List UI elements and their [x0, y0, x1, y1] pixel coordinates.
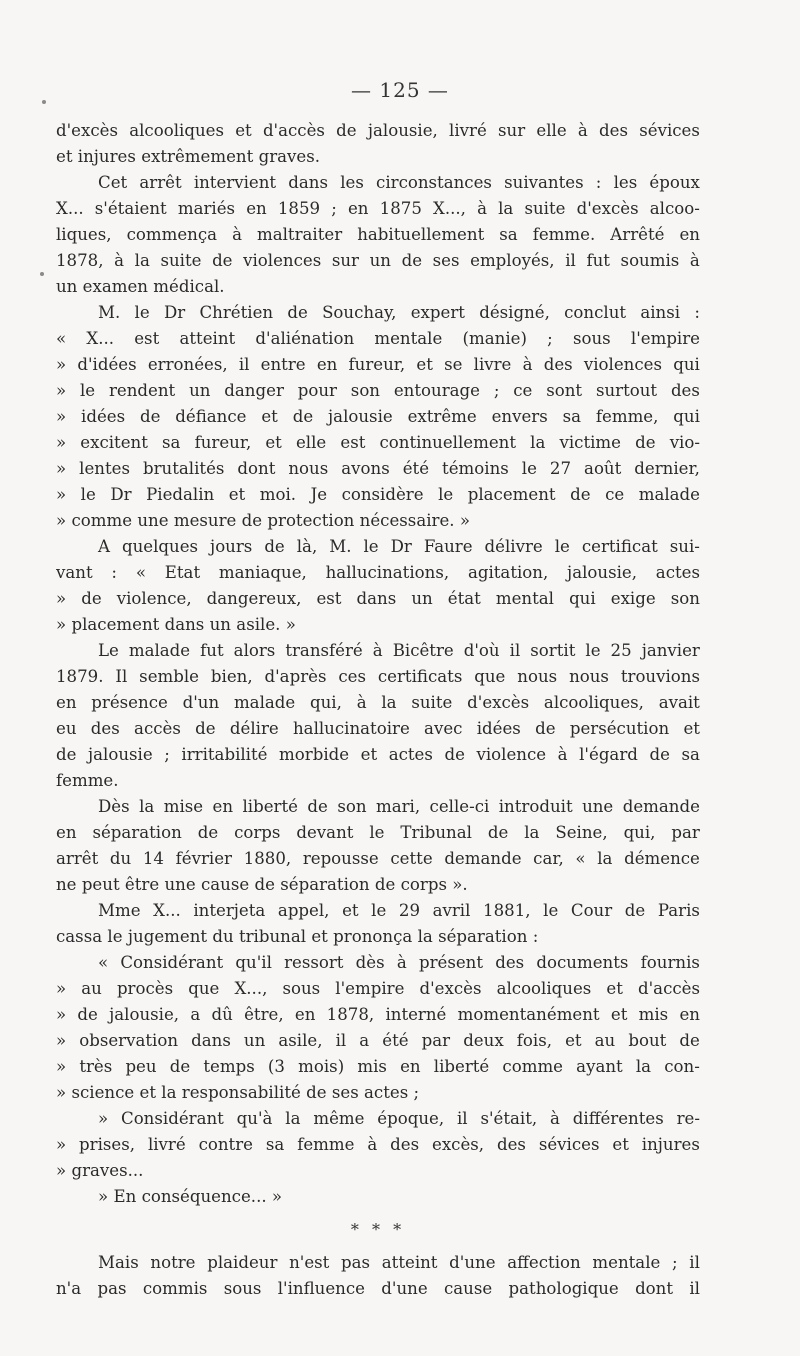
body-text-part-1: [56, 118, 700, 1210]
text-line: » graves...: [56, 1161, 144, 1180]
text-line: M. le Dr Chrétien de Souchay, expert désigné, conclut ainsi :: [98, 303, 700, 322]
text-line: arrêt du 14 février 1880, repousse cette demande car, « la démence: [56, 849, 700, 868]
text-line: liques, commença à maltraiter habituellement sa femme. Arrêté en: [56, 225, 700, 244]
page-body: [56, 118, 700, 1302]
text-line: « Considérant qu'il ressort dès à présent des documents fournis: [98, 953, 700, 972]
text-line: 1878, à la suite de violences sur un de ses employés, il fut soumis à: [56, 251, 700, 270]
text-line: « X... est atteint d'aliénation mentale (manie) ; sous l'empire: [56, 329, 700, 348]
text-line: et injures extrêmement graves.: [56, 147, 321, 166]
text-line: » comme une mesure de protection nécessaire. »: [56, 511, 471, 530]
text-line: » très peu de temps (3 mois) mis en liberté comme ayant la con-: [56, 1057, 700, 1076]
text-line: Mme X... interjeta appel, et le 29 avril 1881, le Cour de Paris: [98, 901, 700, 920]
text-line: » lentes brutalités dont nous avons été témoins le 27 août dernier,: [56, 459, 700, 478]
text-line: X... s'étaient mariés en 1859 ; en 1875 X..., à la suite d'excès alcoo-: [56, 199, 700, 218]
text-line: » de jalousie, a dû être, en 1878, interné momentanément et mis en: [56, 1005, 700, 1024]
text-line: » le rendent un danger pour son entourage ; ce sont surtout des: [56, 381, 700, 400]
margin-dot: [40, 272, 44, 276]
page-number: — 125 —: [351, 78, 449, 102]
text-line: n'a pas commis sous l'influence d'une cause pathologique dont il: [56, 1279, 700, 1298]
text-line: » le Dr Piedalin et moi. Je considère le placement de ce malade: [56, 485, 700, 504]
text-line: » de violence, dangereux, est dans un état mental qui exige son: [56, 589, 700, 608]
text-line: » au procès que X..., sous l'empire d'excès alcooliques et d'accès: [56, 979, 700, 998]
text-line: » observation dans un asile, il a été par deux fois, et au bout de: [56, 1031, 700, 1050]
text-line: en séparation de corps devant le Tribunal de la Seine, qui, par: [56, 823, 700, 842]
text-line: en présence d'un malade qui, à la suite d'excès alcooliques, avait: [56, 693, 700, 712]
text-line: A quelques jours de là, M. le Dr Faure délivre le certificat sui-: [98, 537, 700, 556]
text-line: Le malade fut alors transféré à Bicêtre d'où il sortit le 25 janvier: [98, 641, 700, 660]
text-line: 1879. Il semble bien, d'après ces certificats que nous nous trouvions: [56, 667, 700, 686]
text-line: femme.: [56, 771, 119, 790]
text-line: » d'idées erronées, il entre en fureur, et se livre à des violences qui: [56, 355, 700, 374]
text-line: » placement dans un asile. »: [56, 615, 296, 634]
text-line: Dès la mise en liberté de son mari, celle-ci introduit une demande: [98, 797, 700, 816]
text-line: Cet arrêt intervient dans les circonstances suivantes : les époux: [98, 173, 700, 192]
body-text-part-2: [56, 1250, 700, 1302]
text-line: Mais notre plaideur n'est pas atteint d'une affection mentale ; il: [98, 1253, 700, 1272]
text-line: » excitent sa fureur, et elle est continuellement la victime de vio-: [56, 433, 700, 452]
text-line: de jalousie ; irritabilité morbide et actes de violence à l'égard de sa: [56, 745, 700, 764]
text-line: » Considérant qu'à la même époque, il s'était, à différentes re-: [98, 1109, 700, 1128]
text-line: vant : « Etat maniaque, hallucinations, agitation, jalousie, actes: [56, 563, 700, 582]
text-line: eu des accès de délire hallucinatoire avec idées de persécution et: [56, 719, 700, 738]
text-line: » En conséquence... »: [98, 1187, 283, 1206]
text-line: » prises, livré contre sa femme à des excès, des sévices et injures: [56, 1135, 700, 1154]
text-line: » idées de défiance et de jalousie extrême envers sa femme, qui: [56, 407, 700, 426]
text-line: ne peut être une cause de séparation de corps ».: [56, 875, 468, 894]
text-line: » science et la responsabilité de ses actes ;: [56, 1083, 420, 1102]
text-line: d'excès alcooliques et d'accès de jalousie, livré sur elle à des sévices: [56, 121, 700, 140]
section-ornament: * * *: [350, 1220, 406, 1239]
text-line: un examen médical.: [56, 277, 225, 296]
text-line: cassa le jugement du tribunal et prononça la séparation :: [56, 927, 539, 946]
